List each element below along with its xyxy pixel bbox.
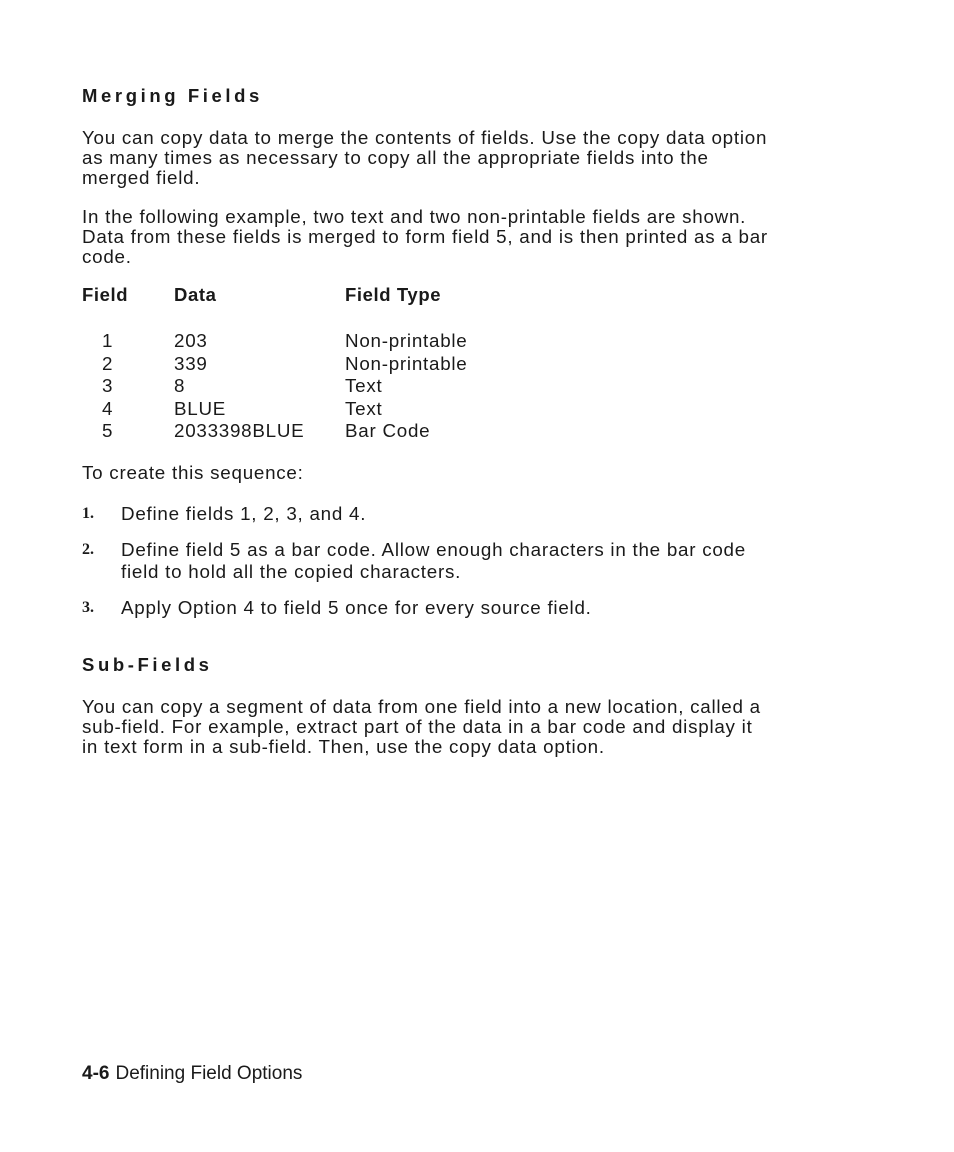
table-cell-data: 2033398BLUE (174, 420, 305, 441)
step-text (121, 597, 841, 619)
paragraph-line: Data from these fields is merged to form field 5, and is then printed as a bar (82, 225, 768, 247)
table-row (0, 420, 600, 442)
table-cell-field: 2 (102, 353, 114, 374)
table-cell-type: Text (345, 375, 383, 396)
step-line: Apply Option 4 to field 5 once for every source field. (121, 597, 592, 618)
table-header-data: Data (174, 284, 217, 305)
table-cell-field: 4 (102, 398, 114, 419)
step-text (121, 503, 841, 525)
step-line: Define fields 1, 2, 3, and 4. (121, 503, 367, 524)
table-row (0, 375, 600, 397)
table-header-field: Field (82, 284, 129, 305)
step-number: 1. (82, 505, 94, 522)
step-number: 3. (82, 599, 94, 616)
sequence-intro: To create this sequence: (82, 462, 304, 483)
table-row (0, 330, 600, 352)
table-cell-data: 339 (174, 353, 208, 374)
table-cell-type: Non-printable (345, 353, 468, 374)
sub-fields-paragraph (82, 697, 862, 756)
step-line: field to hold all the copied characters. (121, 561, 462, 582)
table-header-field-type: Field Type (345, 284, 442, 305)
paragraph-line: code. (82, 245, 132, 267)
paragraph-line: in text form in a sub-field. Then, use the copy data option. (82, 735, 605, 757)
table-cell-type: Bar Code (345, 420, 431, 441)
paragraph-line: as many times as necessary to copy all the appropriate fields into the (82, 146, 709, 168)
paragraph-line: In the following example, two text and two non-printable fields are shown. (82, 206, 747, 227)
step-line: Define field 5 as a bar code. Allow enough characters in the bar code (121, 539, 746, 560)
table-cell-data: BLUE (174, 398, 227, 419)
paragraph-line: You can copy data to merge the contents of fields. Use the copy data option (82, 127, 768, 148)
table-cell-field: 5 (102, 420, 114, 441)
table-cell-data: 203 (174, 330, 208, 351)
table-cell-type: Non-printable (345, 330, 468, 351)
table-row (0, 398, 600, 420)
table-cell-field: 3 (102, 375, 114, 396)
paragraph-line: You can copy a segment of data from one field into a new location, called a (82, 696, 761, 717)
page-footer (82, 1063, 302, 1085)
merging-intro-paragraph (82, 128, 862, 187)
page-number: 4-6 (82, 1063, 110, 1084)
table-cell-field: 1 (102, 330, 114, 351)
merging-fields-heading: Merging Fields (82, 85, 263, 106)
table-cell-type: Text (345, 398, 383, 419)
table-row (0, 353, 600, 375)
sub-fields-heading: Sub-Fields (82, 654, 213, 675)
step-text (121, 539, 841, 583)
paragraph-line: sub-field. For example, extract part of the data in a bar code and display it (82, 715, 753, 737)
chapter-title: Defining Field Options (115, 1063, 303, 1084)
merging-example-paragraph (82, 207, 862, 266)
table-cell-data: 8 (174, 375, 186, 396)
paragraph-line: merged field. (82, 166, 201, 188)
step-number: 2. (82, 541, 94, 558)
